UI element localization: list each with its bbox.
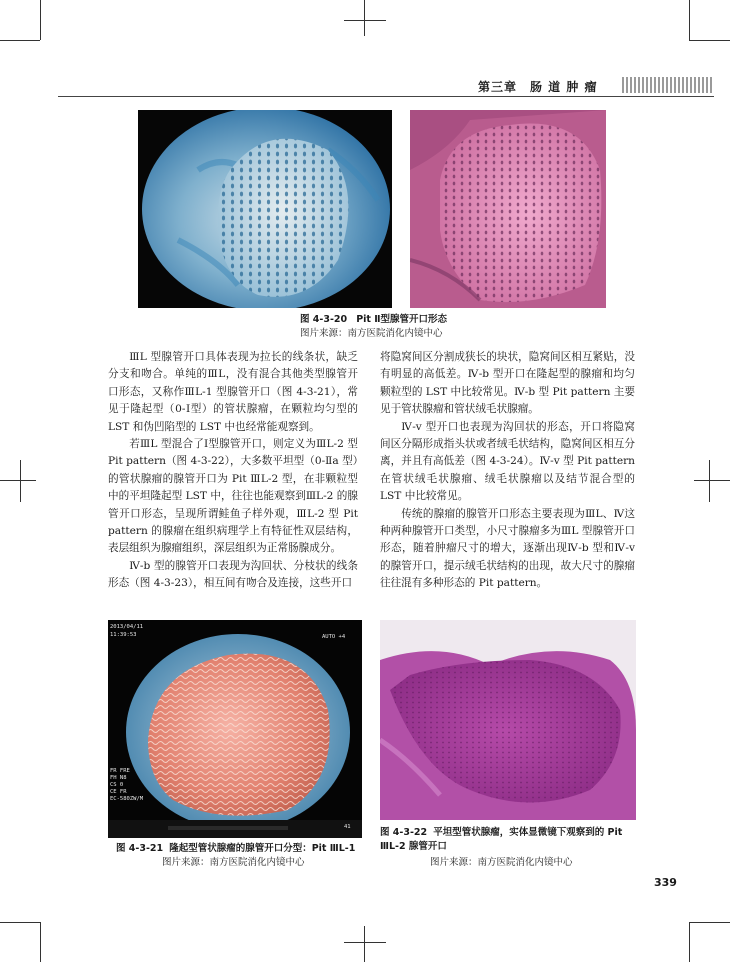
figure-4-3-20-endoscope-image — [138, 110, 392, 308]
figure-title: 平坦型管状腺瘤，实体显微镜下观察到的 Pit ⅢL-2 腺管开口 — [380, 827, 623, 852]
overlay-counter: 41 — [344, 824, 351, 830]
paragraph: 若ⅢL 型混合了Ⅰ型腺管开口，则定义为ⅢL-2 型 Pit pattern（图 4-3-22），大多数平坦型（0-Ⅱa 型）的管状腺瘤的腺管开口为 Pit ⅢL-2 型，在非颗粒型中的平坦隆起型 LST 中，往往也能观察到ⅢL-2 的腺管开口形态，呈现所谓鲑鱼子样外观，ⅢL-2 型 Pit pattern 的腺瘤在组织病理学上有特征性双层结构，表层组织为腺瘤组织，深层组织为正常肠腺成分。 — [108, 438, 358, 555]
crop-mark-bc-v — [364, 926, 365, 962]
crop-mark-ml-h — [0, 480, 36, 481]
figure-4-3-22-caption — [380, 826, 638, 854]
crop-mark-br-h — [689, 922, 730, 923]
figure-4-3-22-source: 图片来源：南方医院消化内镜中心 — [430, 857, 573, 868]
crop-mark-tc-h — [344, 20, 386, 21]
crop-mark-bl-h — [0, 922, 40, 923]
page-number: 339 — [654, 876, 677, 889]
crop-mark-bc-h — [344, 942, 386, 943]
overlay-date: 2013/04/11 — [110, 624, 144, 630]
figure-number: 图 4-3-21 — [116, 843, 164, 854]
crop-mark-tr-h — [689, 40, 730, 41]
header-rule — [58, 96, 714, 97]
crop-mark-tc-v — [364, 0, 365, 36]
crop-mark-tl-h — [0, 40, 40, 41]
crop-mark-br-v — [689, 922, 690, 962]
figure-title: Pit Ⅱ型腺管开口形态 — [356, 314, 448, 325]
paragraph: Ⅳ-v 型开口也表现为沟回状的形态，开口将隐窝间区分隔形成指头状或者绒毛状结构，隐窝间区相互分离，并且有高低差（图 4-3-24）。Ⅳ-v 型 Pit pattern 在管状绒毛状腺瘤、绒毛状腺瘤以及结节混合型的 LST 中比较常见。 — [380, 420, 635, 503]
figure-4-3-21-caption — [116, 842, 355, 856]
overlay-time: 11:39:53 — [110, 632, 137, 638]
overlay-mode: AUTO +4 — [322, 634, 346, 640]
figure-4-3-22-stained-image — [380, 620, 636, 820]
crop-mark-tl-v — [40, 0, 41, 40]
figure-title: 隆起型管状腺瘤的腺管开口分型：Pit ⅢL-1 — [169, 843, 356, 854]
header-decoration — [622, 77, 714, 93]
paragraph: 传统的腺瘤的腺管开口形态主要表现为ⅢL、Ⅳ这种两种腺管开口类型，小尺寸腺瘤多为ⅢL 型腺管开口形态，随着肿瘤尺寸的增大，逐渐出现Ⅳ-b 型和Ⅳ-v 的腺管开口，提示绒毛状结构的出现，故大尺寸的腺瘤往往混有多种形态的 Pit pattern。 — [380, 507, 635, 590]
figure-4-3-20-caption — [300, 313, 447, 327]
crop-mark-mr-v — [709, 460, 710, 502]
figure-4-3-21-source: 图片来源：南方医院消化内镜中心 — [162, 857, 305, 868]
paragraph: Ⅳ-b 型的腺管开口表现为沟回状、分枝状的线条形态（图 4-3-23），相互间有吻合及连接，这些开口 — [108, 559, 358, 590]
crop-mark-ml-v — [20, 460, 21, 502]
crop-mark-bl-v — [40, 922, 41, 962]
figure-4-3-21-endoscope-image — [108, 620, 362, 838]
crop-mark-tr-v — [689, 0, 690, 40]
figure-number: 图 4-3-22 — [380, 827, 428, 838]
chapter-header: 第三章 肠 道 肿 瘤 — [478, 80, 598, 94]
body-column-right — [380, 349, 635, 593]
body-column-left — [108, 349, 358, 593]
figure-4-3-20-source: 图片来源：南方医院消化内镜中心 — [300, 328, 443, 339]
crop-mark-mr-h — [694, 480, 730, 481]
overlay-scope-info: FR FRE FH N8 CS 0 CE FR EC-580ZW/M — [110, 768, 144, 802]
paragraph: ⅢL 型腺管开口具体表现为拉长的线条状，缺乏分支和吻合。单纯的ⅢL，没有混合其他类型腺管开口形态，又称作ⅢL-1 型腺管开口（图 4-3-21），常见于隆起型（0-Ⅰ型）的管状腺瘤，在颗粒均匀型的 LST 和伪凹陷型的 LST 中也经常能观察到。 — [108, 351, 358, 433]
figure-number: 图 4-3-20 — [300, 314, 348, 325]
figure-4-3-20-stained-image — [410, 110, 606, 308]
paragraph: 将隐窝间区分割成狭长的块状，隐窝间区相互紧贴，没有明显的高低差。Ⅳ-b 型开口在隆起型的腺瘤和均匀颗粒型的 LST 中比较常见。Ⅳ-b 型 Pit pattern 主要见于管状腺瘤和管状绒毛状腺瘤。 — [380, 351, 635, 416]
